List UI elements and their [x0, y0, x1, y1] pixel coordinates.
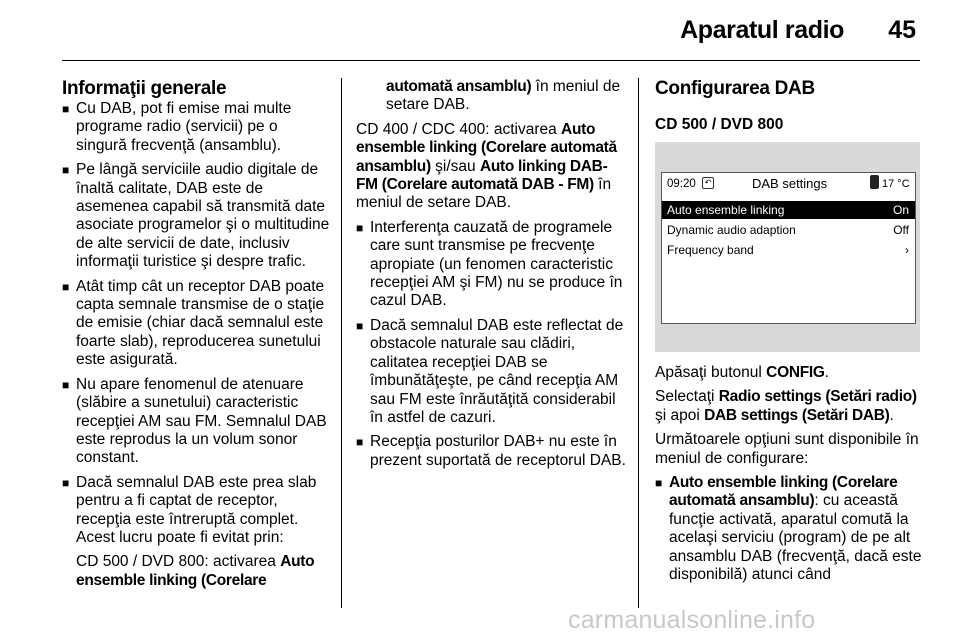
display-panel [661, 172, 916, 324]
continued-paragraph: automată ansamblu) în meniul de setare DAB. [386, 78, 621, 114]
page-title: Aparatul radio [680, 16, 844, 44]
dab-settings-screenshot [655, 142, 920, 352]
temperature-text: 17 °C [882, 178, 910, 190]
menu-row-frequency-band: Frequency band › [667, 243, 909, 257]
config-options-list [655, 474, 925, 584]
menu-row-dynamic-audio-adaption: Dynamic audio adaption Off [667, 223, 909, 237]
list-item: ■ Pe lângă serviciile audio digitale de înaltă calitate, DAB este de asemenea capabil să transmită date asociate programelor şi o multitudine de alte servicii de date, inclusiv informaţii turistice şi despre trafic. [62, 161, 330, 271]
select-settings-paragraph: Selectaţi Radio settings (Setări radio) şi apoi DAB settings (Setări DAB). [655, 388, 917, 424]
list-item: ■ Cu DAB, pot fi emise mai multe programe radio (servicii) pe o singură frecvenţă (ansamblu). [62, 100, 292, 154]
column-3-text [655, 364, 925, 590]
page-header [0, 0, 960, 60]
general-info-list [62, 100, 330, 590]
list-item: ■ Auto ensemble linking (Corelare automată ansamblu): cu această funcţie activată, aparatul comută la acelaşi serviciu (program) de pe alt ansamblu DAB (frecvenţă, dacă este disponibilă) atunci când [655, 474, 922, 584]
section-heading-dab-config: Configurarea DAB [655, 78, 815, 99]
list-item: ■ Dacă semnalul DAB este reflectat de obstacole naturale sau clădiri, calitatea recepţiei DAB se îmbunătăţeşte, pe când recepţia AM sau FM este înrăutăţită considerabil în astfel de cazuri. [356, 316, 624, 426]
back-icon: ↶ [702, 177, 714, 189]
column-divider-2 [638, 78, 639, 608]
list-item: ■ Recepţia posturilor DAB+ nu este în prezent suportată de receptorul DAB. [356, 433, 626, 469]
display-title: DAB settings [752, 176, 828, 191]
press-config-paragraph: Apăsaţi butonul CONFIG. [655, 364, 829, 381]
watermark-text: carmanualsonline.info [568, 606, 816, 634]
column-2 [356, 78, 626, 476]
model-subheading: CD 500 / DVD 800 [655, 116, 784, 133]
header-rule [62, 60, 920, 61]
phone-icon [870, 175, 879, 189]
clock-text: 09:20 [667, 178, 696, 190]
dab-features-list [356, 219, 626, 470]
chevron-right-icon: › [905, 243, 909, 257]
section-heading-general-info: Informaţii generale [62, 78, 227, 99]
list-item: ■ Dacă semnalul DAB este prea slab pentru a fi captat de receptor, recepţia este întreruptă complet. Acest lucru poate fi evitat prin: CD 500 / DVD 800: activarea Auto ensemble linking (Corelare [62, 474, 330, 590]
indented-paragraph: CD 500 / DVD 800: activarea Auto ensemble linking (Corelare [76, 553, 315, 589]
list-item: ■ Atât timp cât un receptor DAB poate capta semnale transmise de o staţie de emisie (chiar dacă semnalul este foarte slab), reproducerea sunetului este asigurată. [62, 277, 325, 369]
column-1 [62, 78, 330, 596]
column-3 [655, 78, 925, 134]
cd400-paragraph: CD 400 / CDC 400: activarea Auto ensemble linking (Corelare automată ansamblu) şi/sau Auto linking DAB-FM (Corelare automată DAB - FM) în meniul de setare DAB. [356, 120, 617, 212]
list-item: ■ Interferenţa cauzată de programele care sunt transmise pe frecvenţe apropiate (un fenomen caracteristic recepţiei AM şi FM) nu se produce în cazul DAB. [356, 218, 623, 310]
menu-row-auto-ensemble-linking: Auto ensemble linking On [662, 201, 915, 219]
list-item: ■ Nu apare fenomenul de atenuare (slăbire a sunetului) caracteristic recepţiei AM sau FM. Semnalul DAB este reprodus la un volum sonor constant. [62, 375, 327, 467]
options-intro-paragraph: Următoarele opţiuni sunt disponibile în meniul de configurare: [655, 431, 919, 467]
display-status-bar [662, 173, 915, 197]
page-number: 45 [888, 16, 916, 44]
